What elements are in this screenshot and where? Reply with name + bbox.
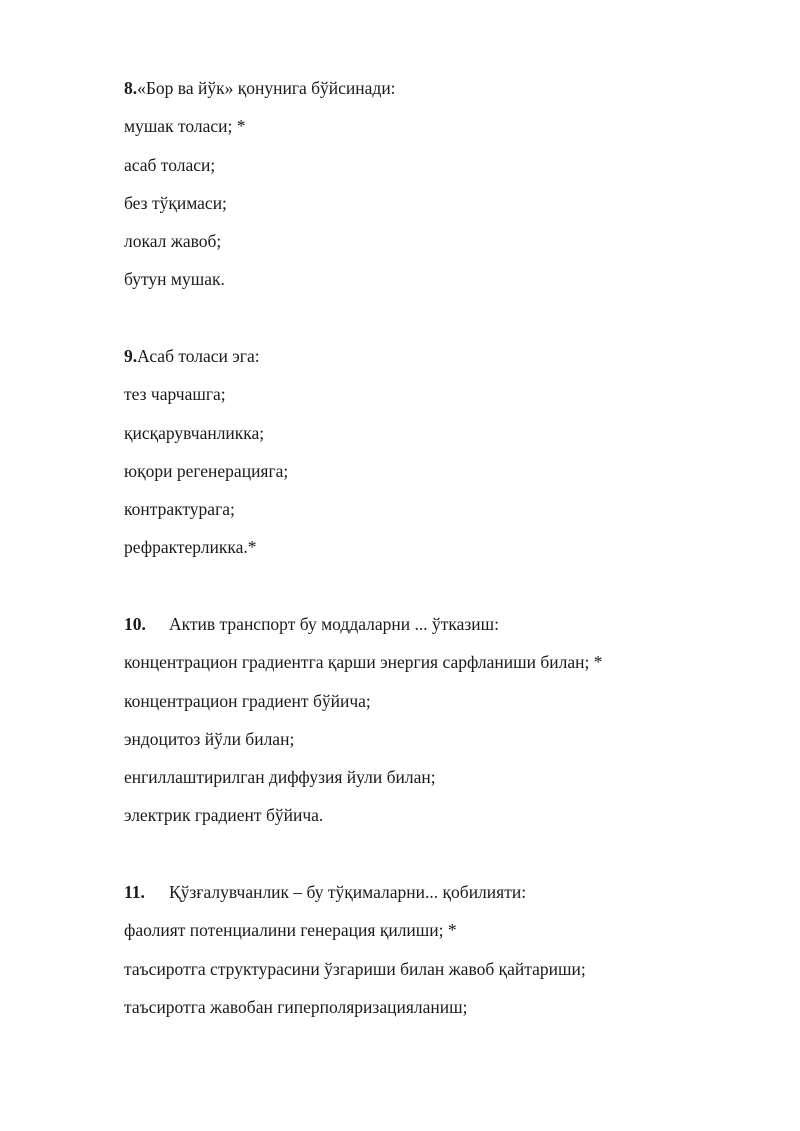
- question-stem: [124, 614, 764, 652]
- question-text: «Бор ва йўк» қонунига бўйсинади:: [137, 78, 396, 98]
- answer-option: фаолият потенциалини генерация қилиши; *: [124, 920, 457, 941]
- answer-option: тез чарчашга;: [124, 384, 226, 405]
- answer-option: без тўқимаси;: [124, 192, 227, 213]
- answer-option: таъсиротга структурасини ўзгариши билан жавоб қайтариши;: [124, 958, 586, 979]
- question-stem: [124, 882, 764, 920]
- answer-option: эндоцитоз йўли билан;: [124, 728, 295, 749]
- answer-option: электрик градиент бўйича.: [124, 805, 324, 826]
- question-text: Асаб толаси эга:: [137, 346, 260, 366]
- answer-option: таъсиротга жавобан гиперполяризацияланиш;: [124, 996, 468, 1017]
- question-number: 10.: [124, 614, 146, 634]
- answer-option: контрактурага;: [124, 499, 235, 520]
- question-text: Қўзғалувчанлик – бу тўқималарни... қобилияти:: [169, 882, 527, 902]
- answer-option: юқори регенерацияга;: [124, 460, 289, 481]
- question-9: [124, 346, 764, 576]
- question-11: [124, 882, 764, 1035]
- question-number: 8.: [124, 78, 138, 98]
- answer-option: асаб толаси;: [124, 154, 216, 175]
- question-8: [124, 78, 764, 308]
- question-stem: [124, 346, 764, 384]
- answer-option: енгиллаштирилган диффузия йули билан;: [124, 767, 436, 788]
- question-text: Актив транспорт бу моддаларни ... ўтказиш:: [169, 614, 500, 634]
- question-10: [124, 614, 764, 844]
- question-number: 11.: [124, 882, 145, 902]
- question-stem: [124, 78, 764, 116]
- question-number: 9.: [124, 346, 138, 366]
- answer-option: концентрацион градиент бўйича;: [124, 690, 371, 711]
- answer-option: мушак толаси; *: [124, 116, 246, 137]
- answer-option: концентрацион градиентга қарши энергия сарфланиши билан; *: [124, 652, 603, 673]
- answer-option: бутун мушак.: [124, 269, 225, 290]
- answer-option: қисқарувчанликка;: [124, 422, 265, 443]
- answer-option: рефрактерликка.*: [124, 537, 257, 558]
- answer-option: локал жавоб;: [124, 231, 222, 252]
